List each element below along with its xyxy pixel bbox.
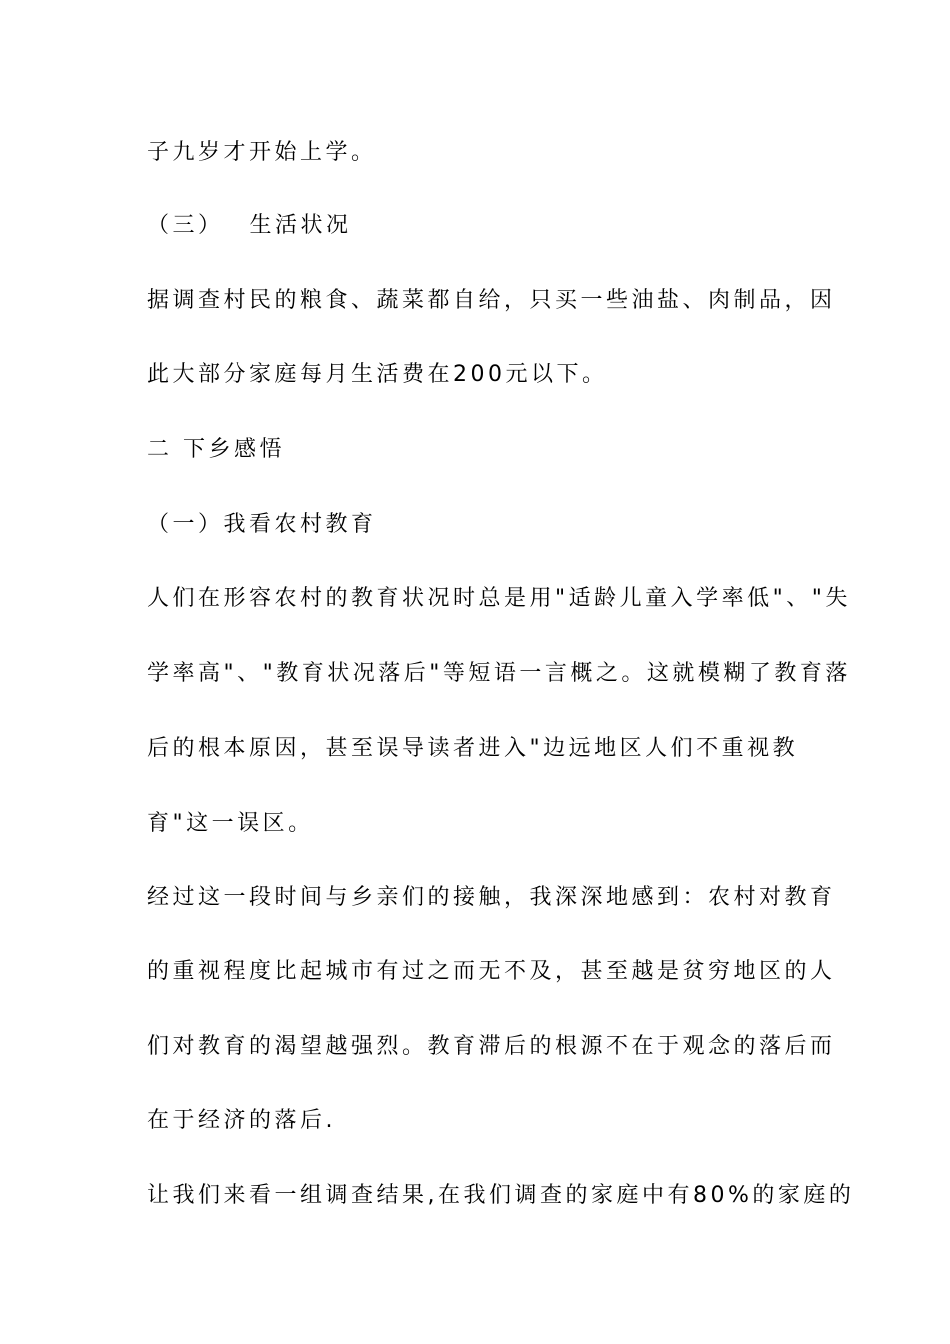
paragraph-line: 育"这一误区。 xyxy=(147,811,314,836)
paragraph-line: 子九岁才开始上学。 xyxy=(147,140,377,165)
paragraph-line: 此大部分家庭每月生活费在200元以下。 xyxy=(147,362,608,387)
paragraph-line: 经过这一段时间与乡亲们的接触，我深深地感到：农村对教育 xyxy=(147,885,836,910)
paragraph-line: 据调查村民的粮食、蔬菜都自给，只买一些油盐、肉制品，因 xyxy=(147,288,836,313)
section-title: 生活状况 xyxy=(249,213,352,238)
section-number: （三） xyxy=(147,213,224,238)
paragraph-line: 让我们来看一组调查结果,在我们调查的家庭中有80%的家庭的 xyxy=(147,1183,855,1208)
section-heading xyxy=(147,211,827,241)
paragraph-line: 后的根本原因，甚至误导读者进入"边远地区人们不重视教 xyxy=(147,736,799,761)
paragraph-line: 们对教育的渴望越强烈。教育滞后的根源不在于观念的落后而 xyxy=(147,1034,836,1059)
paragraph-line: 学率高"、"教育状况落后"等短语一言概之。这就模糊了教育落 xyxy=(147,661,851,686)
paragraph-line: 在于经济的落后. xyxy=(147,1108,336,1133)
chapter-heading: 二 下乡感悟 xyxy=(147,437,285,462)
paragraph-line: 人们在形容农村的教育状况时总是用"适龄儿童入学率低"、"失 xyxy=(147,586,851,611)
section-heading: （一）我看农村教育 xyxy=(147,512,377,537)
paragraph-line: 的重视程度比起城市有过之而无不及，甚至越是贫穷地区的人 xyxy=(147,959,836,984)
